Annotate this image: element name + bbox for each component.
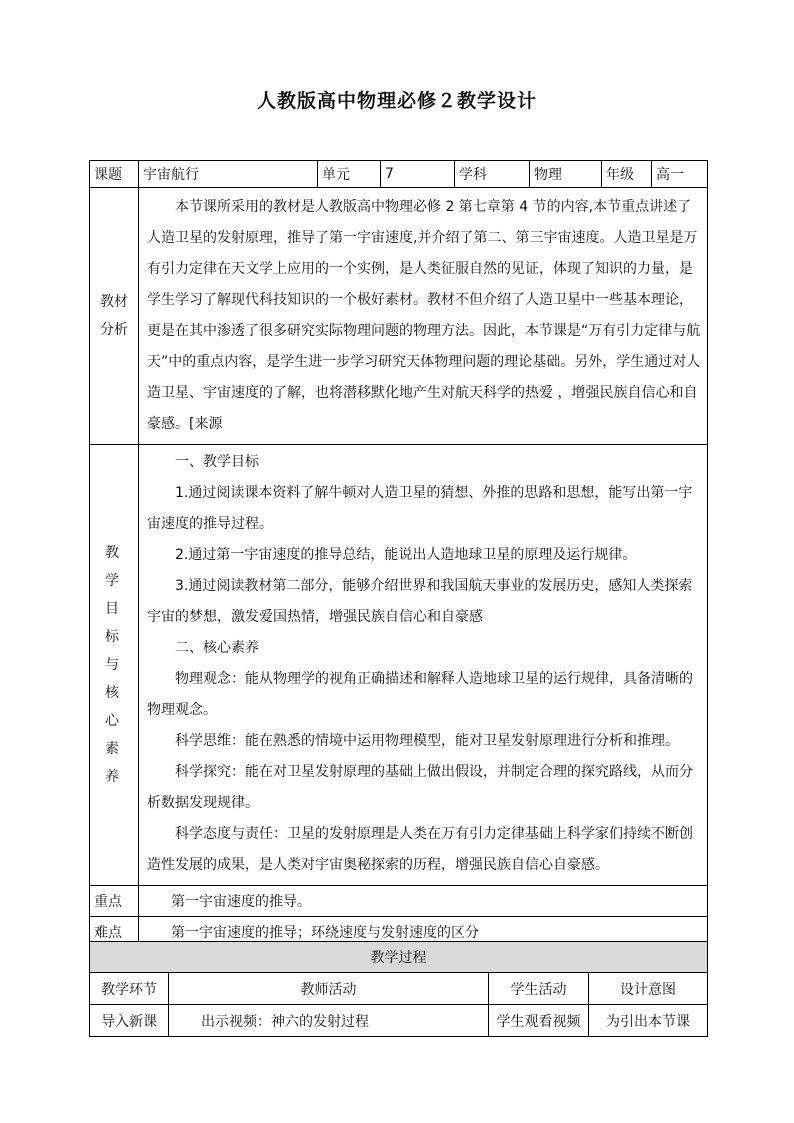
- process-teacher-activity: 出示视频：神六的发射过程: [169, 1005, 489, 1037]
- process-stage: 导入新课: [90, 1005, 169, 1037]
- document-title: 人教版高中物理必修２教学设计: [256, 90, 537, 112]
- process-title-row: [90, 942, 708, 973]
- objectives-label-line5: 养: [105, 769, 129, 785]
- objectives-content: [139, 445, 708, 886]
- analysis-label-line2: 分析: [100, 322, 128, 338]
- grade-value: 高一: [652, 161, 708, 188]
- process-header-student: 学生活动: [489, 973, 589, 1005]
- header-row: [90, 161, 708, 188]
- objective-item-3: 3.通过阅读教材第二部分，能够介绍世界和我国航天事业的发展历史，感知人类探索宇宙的梦想，激发爱国热情，增强民族自信心和自豪感: [147, 578, 693, 625]
- unit-value: 7: [381, 161, 455, 188]
- key-point-label: 重点: [90, 886, 139, 917]
- objectives-label: [90, 445, 139, 886]
- process-header-intent: 设计意图: [589, 973, 708, 1005]
- objective-item-1: 1.通过阅读课本资料了解牛顿对人造卫星的猜想、外推的思路和思想，能写出第一宇宙速度的推导过程。: [147, 485, 693, 532]
- objectives-row: [90, 445, 708, 886]
- analysis-text: 本节课所采用的教材是人教版高中物理必修 2 第七章第 4 节的内容,本节重点讲述了人造卫星的发射原理，推导了第一宇宙速度,并介绍了第二、第三宇宙速度。人造卫星是万有引力定律在天文学上应用的一个实例，是人类征服自然的见证，体现了知识的力量，是学生学习了解现代科技知识的一个极好素材。教材不但介绍了人造卫星中一些基本理论，更是在其中渗透了很多研究实际物理问题的物理方法。因此，本节课是“万有引力定律与航天”中的重点内容，是学生进一步学习研究天体物理问题的理论基础。另外，学生通过对人造卫星、宇宙速度的了解，也将潜移默化地产生对航天科学的热爱 ，增强民族自信心和自豪感。[来源: [147, 199, 701, 432]
- difficulty-label: 难点: [90, 917, 139, 948]
- objectives-label-line2: 目标: [105, 601, 129, 645]
- process-header-teacher: 教师活动: [169, 973, 489, 1005]
- process-design-intent: 为引出本节课: [589, 1005, 708, 1037]
- core-literacy-2: 科学思维：能在熟悉的情境中运用物理模型，能对卫星发射原理进行分析和推理。: [175, 733, 679, 749]
- grade-label: 年级: [602, 161, 652, 188]
- core-literacy-3: 科学探究：能在对卫星发射原理的基础上做出假设，并制定合理的探究路线，从而分析数据发现规律。: [147, 764, 693, 811]
- analysis-label-line1: 教材: [100, 294, 128, 310]
- key-point-text: 第一宇宙速度的推导。: [139, 886, 708, 917]
- objectives-label-line3: 与核: [105, 657, 129, 701]
- info-table: [89, 160, 708, 948]
- topic-value: 宇宙航行: [139, 161, 318, 188]
- core-literacy-4: 科学态度与责任：卫星的发射原理是人类在万有引力定律基础上科学家们持续不断创造性发展的成果，是人类对宇宙奥秘探索的历程，增强民族自信心自豪感。: [147, 826, 693, 873]
- key-point-row: [90, 886, 708, 917]
- process-title: 教学过程: [90, 942, 708, 973]
- unit-label: 单元: [318, 161, 381, 188]
- process-header-row: [90, 973, 708, 1005]
- analysis-row: [90, 188, 708, 445]
- objectives-label-line4: 心素: [105, 713, 129, 757]
- difficulty-text: 第一宇宙速度的推导；环绕速度与发射速度的区分: [139, 917, 708, 948]
- core-literacy-1: 物理观念：能从物理学的视角正确描述和解释人造地球卫星的运行规律，具备清晰的物理观念。: [147, 671, 693, 718]
- analysis-label: [90, 188, 139, 445]
- subject-value: 物理: [530, 161, 602, 188]
- objectives-label-line1: 教学: [105, 545, 129, 589]
- analysis-content: [139, 188, 708, 445]
- objective-heading-1: 一、教学目标: [175, 454, 259, 470]
- process-row: [90, 1005, 708, 1037]
- process-table: [89, 941, 708, 1037]
- subject-label: 学科: [455, 161, 530, 188]
- process-student-activity: 学生观看视频: [489, 1005, 589, 1037]
- process-header-stage: 教学环节: [90, 973, 169, 1005]
- objective-item-2: 2.通过第一宇宙速度的推导总结，能说出人造地球卫星的原理及运行规律。: [175, 547, 637, 563]
- topic-label: 课题: [90, 161, 139, 188]
- objective-heading-2: 二、核心素养: [175, 640, 259, 656]
